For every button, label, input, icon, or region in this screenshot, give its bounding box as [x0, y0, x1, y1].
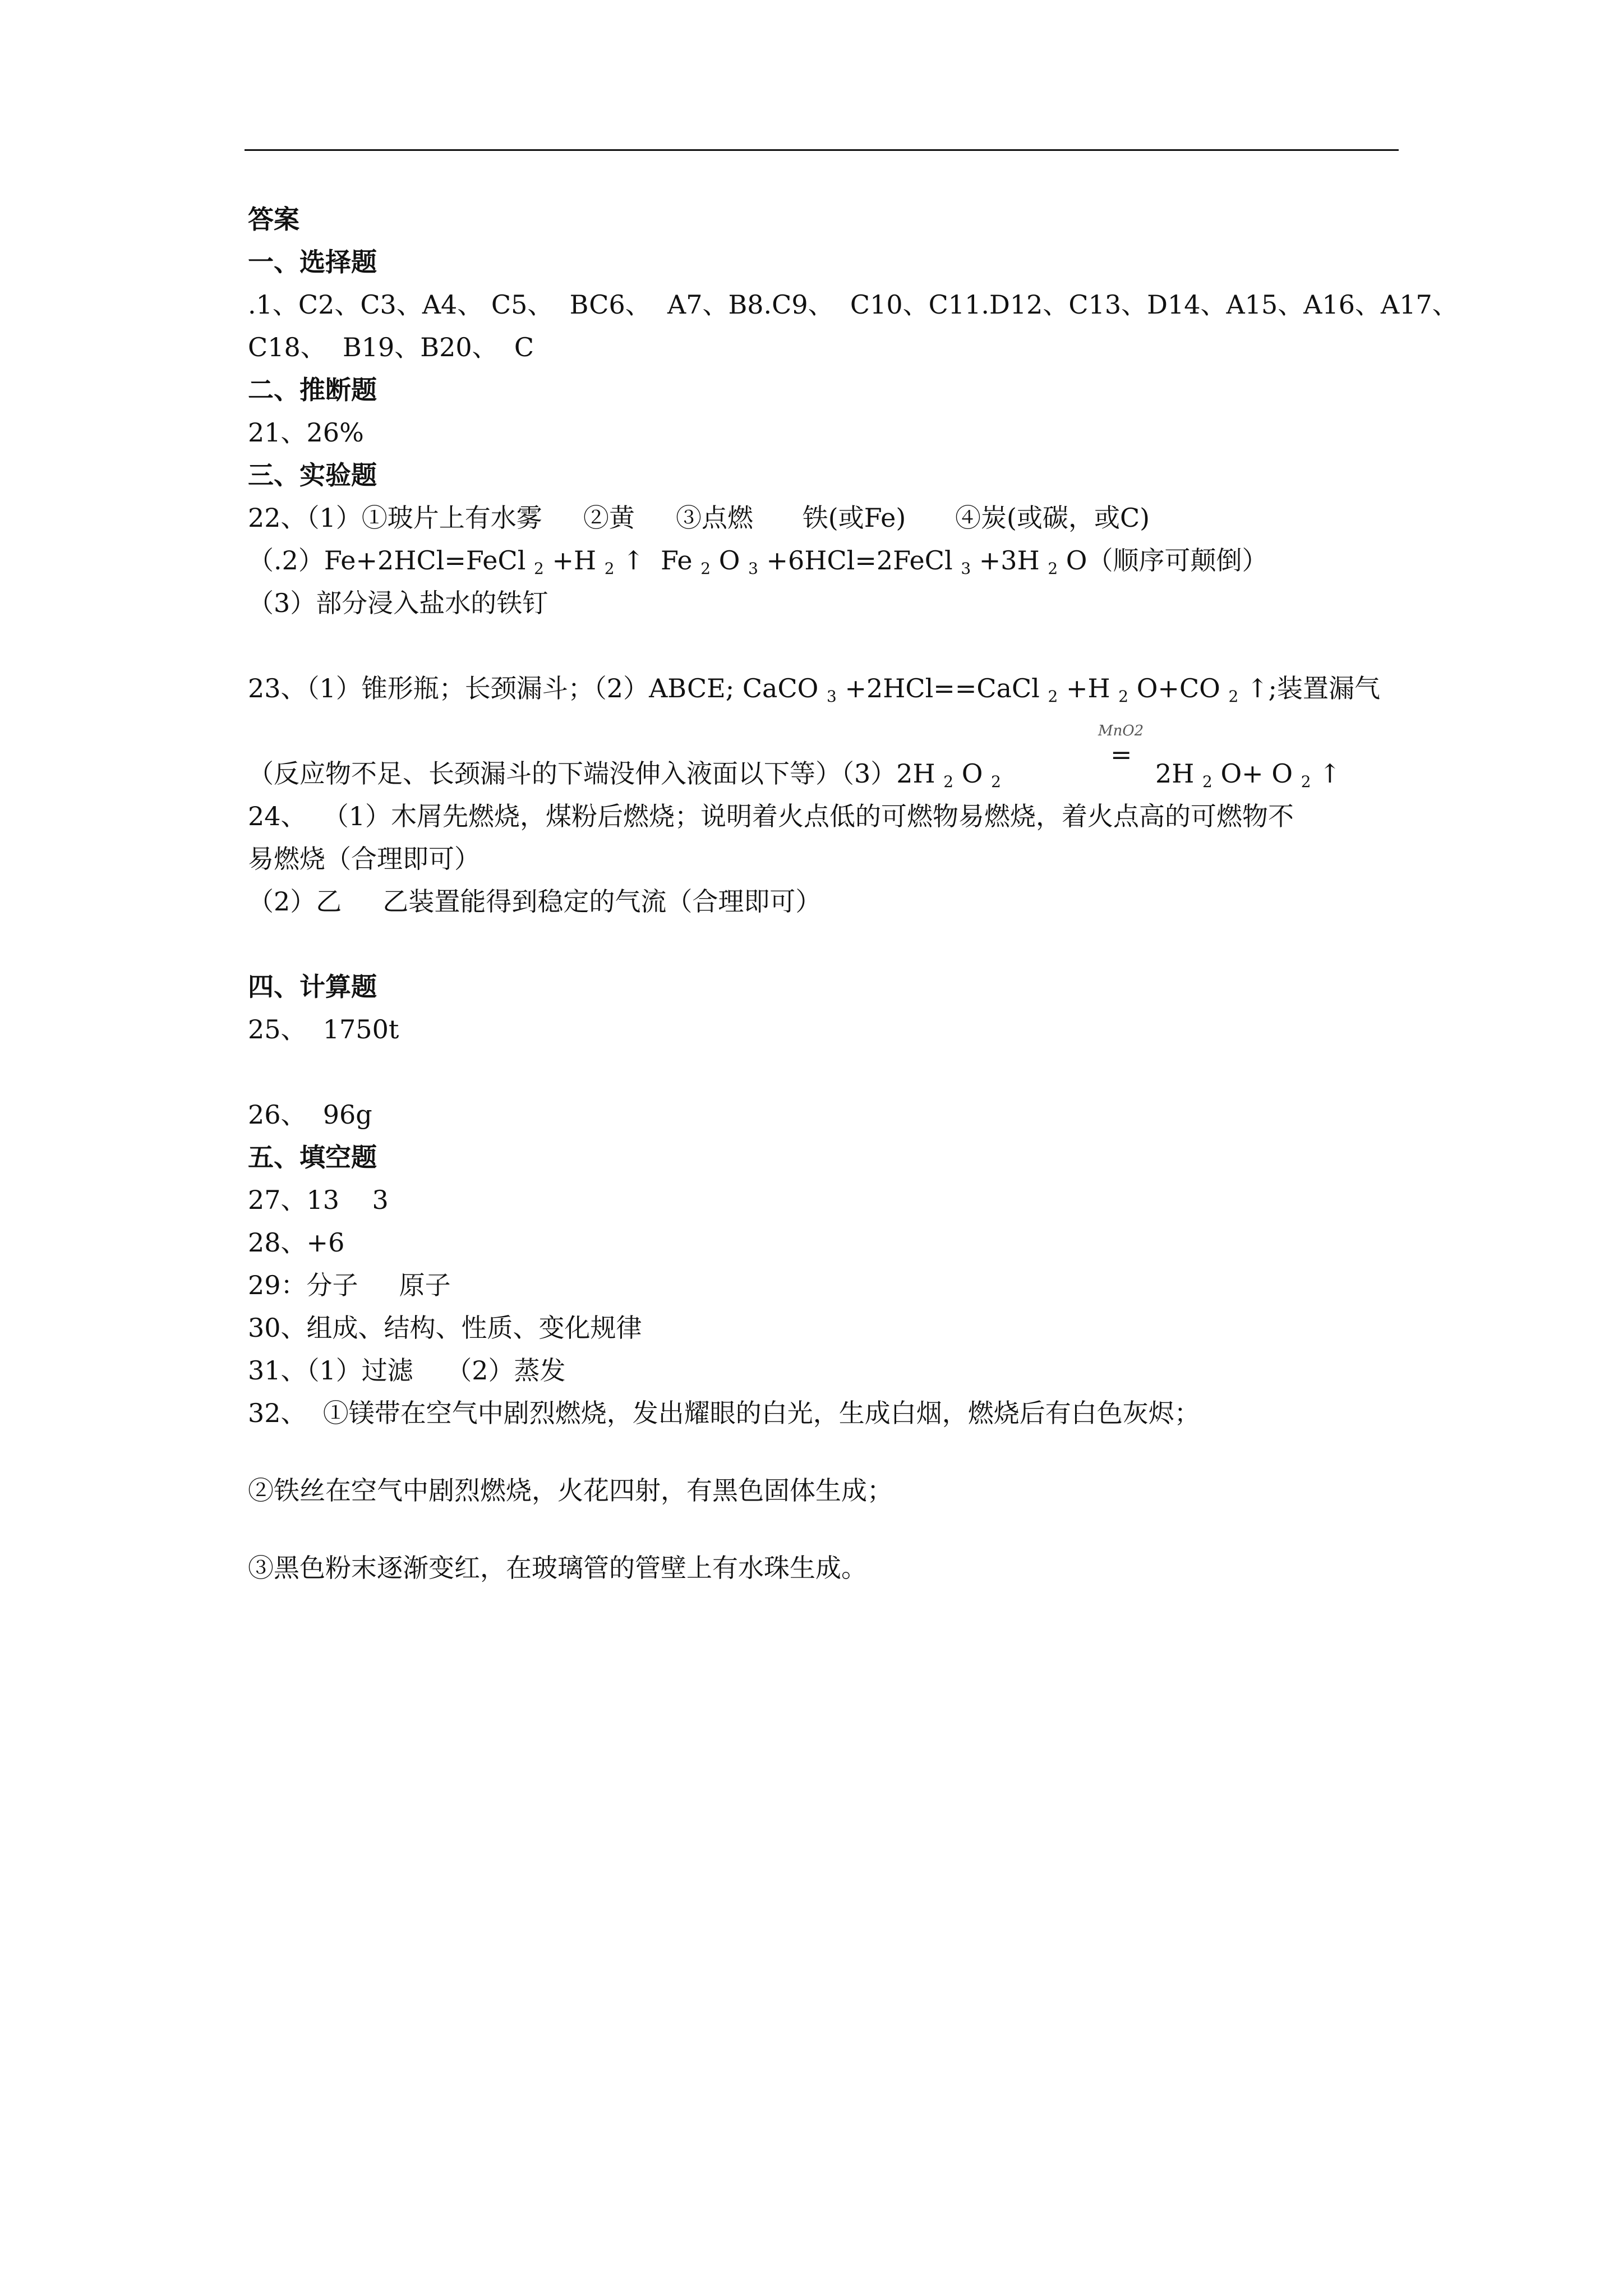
answer-25: 25、 1750t — [248, 1014, 399, 1045]
section-heading-choice: 一、选择题 — [248, 247, 377, 277]
answer-23-line-1: 23、（1）锥形瓶；长颈漏斗；（2）ABCE; CaCO $_3$ +2HCl==CaCl $_2$ +H $_2$ O+CO $_2$ ↑;装置漏气 — [248, 673, 1381, 706]
section-heading-experiment: 三、实验题 — [248, 460, 377, 490]
answer-29: 29：分子 原子 — [248, 1270, 451, 1300]
answer-21: 21、26% — [248, 417, 364, 448]
choice-answers-line-2: C18、 B19、B20、 C — [248, 332, 534, 362]
answer-30: 30、组成、结构、性质、变化规律 — [248, 1313, 642, 1343]
section-heading-calculation: 四、计算题 — [248, 972, 377, 1002]
answer-32-part-3: ③黑色粉末逐渐变红，在玻璃管的管壁上有水珠生成。 — [248, 1553, 867, 1583]
answer-title: 答案 — [248, 204, 299, 234]
answer-24-line-2: 易燃烧（合理即可） — [248, 844, 480, 874]
catalyst-label: MnO2 — [1098, 723, 1144, 739]
answer-28: 28、+6 — [248, 1227, 345, 1258]
section-heading-inference: 二、推断题 — [248, 375, 377, 405]
answer-22-part-3: （3）部分浸入盐水的铁钉 — [248, 588, 548, 618]
answer-24-line-1: 24、 （1）木屑先燃烧，煤粉后燃烧；说明着火点低的可燃物易燃烧，着火点高的可燃物不 — [248, 801, 1294, 831]
header-rule — [245, 149, 1399, 151]
answer-22-part-1: 22、（1）①玻片上有水雾 ②黄 ③点燃 铁(或Fe) ④炭(或碳，或C) — [248, 503, 1150, 533]
equals-sign: = — [1110, 739, 1132, 770]
answer-26: 26、 96g — [248, 1099, 372, 1130]
section-heading-fill-in: 五、填空题 — [248, 1142, 377, 1172]
answer-27: 27、13 3 — [248, 1185, 389, 1215]
answer-32-part-1: 32、 ①镁带在空气中剧烈燃烧，发出耀眼的白光，生成白烟，燃烧后有白色灰烬； — [248, 1398, 1200, 1428]
answer-32-part-2: ②铁丝在空气中剧烈燃烧，火花四射，有黑色固体生成； — [248, 1475, 893, 1506]
answer-24-line-3: （2）乙 乙装置能得到稳定的气流（合理即可） — [248, 886, 822, 917]
answer-23-line-2-product: 2H $_2$ O+ O $_2$ ↑ — [1155, 758, 1341, 791]
answer-22-part-2: （.2）Fe+2HCl=FeCl $_2$ +H $_2$ ↑ Fe $_2$ O $_3$ +6HCl=2FeCl $_3$ +3H $_2$ O（顺序可颠倒） — [248, 545, 1268, 578]
choice-answers-line-1: .1、C2、C3、A4、 C5、 BC6、 A7、B8.C9、 C10、C11.D12、C13、D14、A15、A16、A17、 — [248, 289, 1458, 320]
answer-23-line-2: （反应物不足、长颈漏斗的下端没伸入液面以下等）（3）2H $_2$ O $_2$ — [248, 758, 1001, 791]
answer-31: 31、（1）过滤 （2）蒸发 — [248, 1355, 566, 1386]
